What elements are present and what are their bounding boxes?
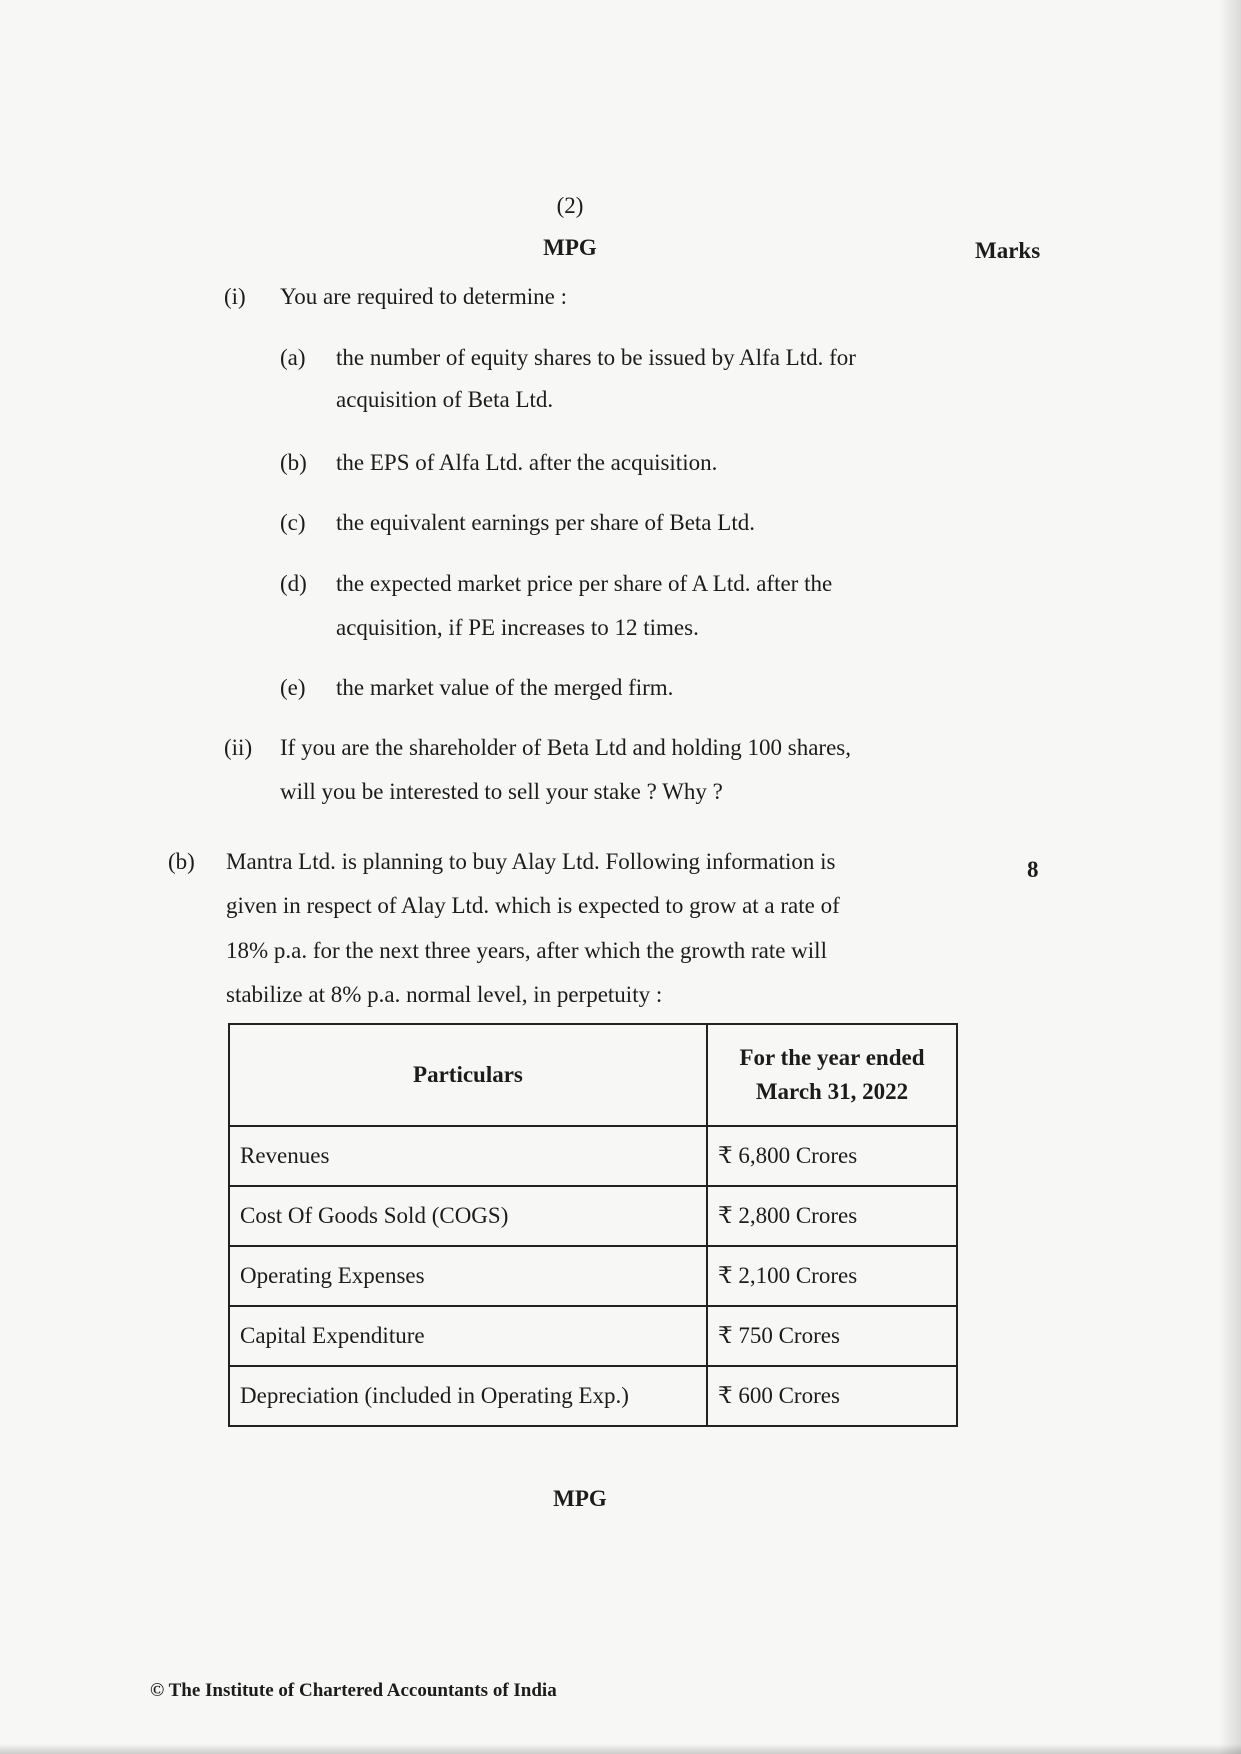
item-label: (d) <box>280 571 307 596</box>
item-label: (b) <box>280 450 307 475</box>
row-particular: Capital Expenditure <box>229 1306 707 1366</box>
question-b-line4: stabilize at 8% p.a. normal level, in perpetuity : <box>226 982 663 1007</box>
table-row <box>229 1366 957 1426</box>
row-amount: ₹ 2,800 Crores <box>707 1186 957 1246</box>
table-row <box>229 1246 957 1306</box>
item-text-line1: the number of equity shares to be issued by Alfa Ltd. for <box>336 345 856 370</box>
item-text-line1: the EPS of Alfa Ltd. after the acquisition. <box>336 450 718 475</box>
sub-question-ii-line2: will you be interested to sell your stake ? Why ? <box>280 779 723 804</box>
sub-question-i-label: (i) <box>224 284 246 309</box>
row-amount: ₹ 750 Crores <box>707 1306 957 1366</box>
question-b-line1: Mantra Ltd. is planning to buy Alay Ltd. Following information is <box>226 849 836 874</box>
item-label: (e) <box>280 675 306 700</box>
item-text-line2: acquisition of Beta Ltd. <box>336 387 554 412</box>
table-row <box>229 1306 957 1366</box>
paper-code-footer: MPG <box>553 1486 607 1511</box>
scan-edge-shadow <box>1219 0 1241 1754</box>
table-row <box>229 1186 957 1246</box>
marks-column-label: Marks <box>975 238 1041 263</box>
sub-question-ii-label: (ii) <box>224 735 253 760</box>
sub-question-i-text: You are required to determine : <box>280 284 567 309</box>
column-header-year-line1: For the year ended <box>739 1044 925 1070</box>
row-particular: Operating Expenses <box>229 1246 707 1306</box>
table-header-row <box>229 1024 957 1126</box>
row-amount: ₹ 600 Crores <box>707 1366 957 1426</box>
column-header-particulars: Particulars <box>229 1024 707 1126</box>
row-particular: Depreciation (included in Operating Exp.) <box>229 1366 707 1426</box>
row-particular: Cost Of Goods Sold (COGS) <box>229 1186 707 1246</box>
question-b-marks: 8 <box>1027 857 1039 882</box>
row-amount: ₹ 6,800 Crores <box>707 1126 957 1186</box>
item-text-line2: acquisition, if PE increases to 12 times. <box>336 615 699 640</box>
row-amount: ₹ 2,100 Crores <box>707 1246 957 1306</box>
column-header-year <box>707 1024 957 1126</box>
question-b-line3: 18% p.a. for the next three years, after which the growth rate will <box>226 938 827 963</box>
column-header-year-line2: March 31, 2022 <box>755 1079 909 1104</box>
paper-code-header: MPG <box>543 235 597 260</box>
page-number: (2) <box>556 193 584 218</box>
row-particular: Revenues <box>229 1126 707 1186</box>
financials-table <box>228 1023 958 1427</box>
question-b-line2: given in respect of Alay Ltd. which is expected to grow at a rate of <box>226 893 840 918</box>
item-text-line1: the equivalent earnings per share of Beta Ltd. <box>336 510 755 535</box>
item-label: (a) <box>280 345 306 370</box>
copyright-footer: © The Institute of Chartered Accountants of India <box>150 1680 557 1701</box>
table-row <box>229 1126 957 1186</box>
question-b-label: (b) <box>168 849 195 874</box>
item-text-line1: the market value of the merged firm. <box>336 675 674 700</box>
sub-question-ii-line1: If you are the shareholder of Beta Ltd and holding 100 shares, <box>280 735 851 760</box>
scan-bottom-shadow <box>0 1744 1241 1754</box>
item-label: (c) <box>280 510 306 535</box>
item-text-line1: the expected market price per share of A Ltd. after the <box>336 571 833 596</box>
